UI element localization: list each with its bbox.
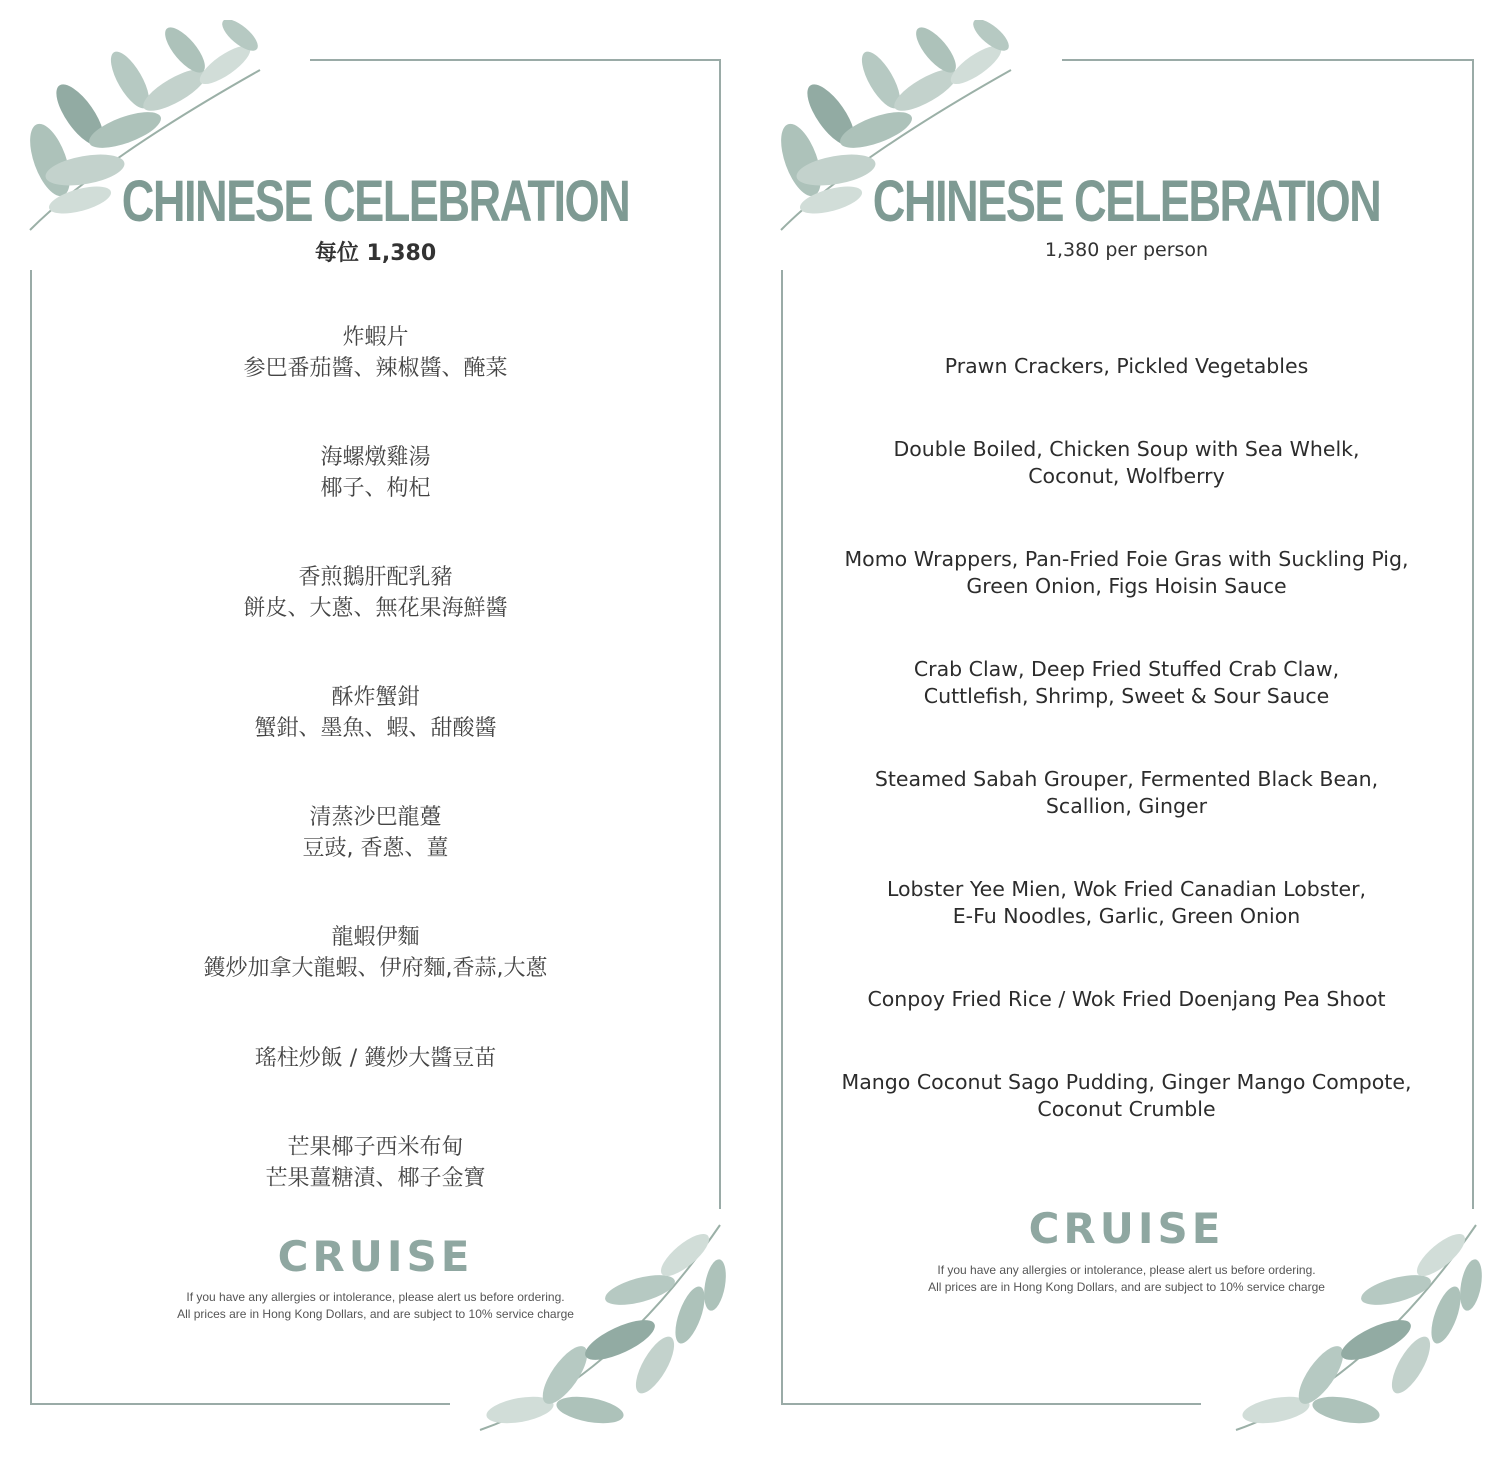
dish-description: Coconut Crumble — [1037, 1097, 1216, 1121]
dish-description: 参巴番茄醬、辣椒醬、醃菜 — [243, 356, 508, 381]
dish-name: 香煎鵝肝配乳豬 — [298, 565, 453, 590]
menu-title: CHINESE CELEBRATION — [121, 169, 630, 234]
menu-price: 每位 1,380 — [314, 241, 437, 266]
menu-title: CHINESE CELEBRATION — [872, 169, 1381, 234]
service-charge-note: All prices are in Hong Kong Dollars, and are subject to 10% service charge — [928, 1280, 1325, 1294]
dish-name: Lobster Yee Mien, Wok Fried Canadian Lobster, — [886, 877, 1367, 901]
frame-bottom-line — [781, 1403, 1201, 1405]
dish-item — [0, 562, 751, 624]
footer-notes — [0, 1289, 751, 1323]
dish-name: Double Boiled, Chicken Soup with Sea Whelk, — [893, 437, 1360, 461]
frame-right-line — [719, 59, 721, 1209]
dish-description: 蟹鉗、墨魚、蝦、甜酸醬 — [254, 716, 497, 741]
dish-item — [751, 353, 1502, 380]
dish-name: 海螺燉雞湯 — [320, 445, 431, 470]
menu-english — [751, 0, 1502, 1467]
dish-name: Momo Wrappers, Pan-Fried Foie Gras with Suckling Pig, — [844, 547, 1409, 571]
dish-name: Steamed Sabah Grouper, Fermented Black Bean, — [874, 767, 1379, 791]
dish-description: 芒果薑糖漬、椰子金寶 — [265, 1166, 486, 1191]
dish-item — [0, 322, 751, 384]
dish-item — [751, 876, 1502, 930]
dish-item — [751, 986, 1502, 1013]
footer-notes — [751, 1262, 1502, 1296]
frame-top-line — [310, 59, 721, 61]
dish-description: 椰子、枸杞 — [320, 476, 431, 501]
dish-item — [751, 656, 1502, 710]
dish-description: E-Fu Noodles, Garlic, Green Onion — [952, 904, 1301, 928]
frame-right-line — [1472, 59, 1474, 1209]
frame-bottom-line — [30, 1403, 450, 1405]
dish-description: Green Onion, Figs Hoisin Sauce — [966, 574, 1287, 598]
dish-item — [751, 766, 1502, 820]
frame-top-line — [1062, 59, 1474, 61]
cruise-logo: CRUISE — [1028, 1204, 1225, 1253]
dish-item — [751, 436, 1502, 490]
dish-name: 清蒸沙巴龍躉 — [309, 805, 442, 830]
dish-description: 鑊炒加拿大龍蝦、伊府麵,香蒜,大蔥 — [203, 956, 548, 981]
dish-item — [751, 1069, 1502, 1123]
dish-item — [0, 922, 751, 984]
dish-description: 餅皮、大蔥、無花果海鮮醬 — [243, 596, 508, 621]
dish-item — [0, 1132, 751, 1194]
allergy-note: If you have any allergies or intolerance, please alert us before ordering. — [937, 1263, 1316, 1277]
dish-item — [0, 1043, 751, 1074]
dish-name: Mango Coconut Sago Pudding, Ginger Mango Compote, — [841, 1070, 1412, 1094]
dish-description: Scallion, Ginger — [1045, 794, 1208, 818]
dish-item — [0, 802, 751, 864]
dish-name: 瑤柱炒飯 / 鑊炒大醬豆苗 — [254, 1046, 497, 1071]
dish-name: 酥炸蟹鉗 — [331, 685, 420, 710]
dish-description: Cuttlefish, Shrimp, Sweet & Sour Sauce — [923, 684, 1330, 708]
dish-item — [0, 682, 751, 744]
dish-description: Coconut, Wolfberry — [1028, 464, 1225, 488]
dish-name: 芒果椰子西米布甸 — [287, 1135, 464, 1160]
dish-item — [751, 546, 1502, 600]
dish-name: Crab Claw, Deep Fried Stuffed Crab Claw, — [913, 657, 1340, 681]
allergy-note: If you have any allergies or intolerance, please alert us before ordering. — [186, 1290, 565, 1304]
menu-price: 1,380 per person — [1044, 239, 1209, 261]
dish-item — [0, 442, 751, 504]
dish-description: 豆豉, 香蔥、薑 — [302, 836, 449, 861]
service-charge-note: All prices are in Hong Kong Dollars, and are subject to 10% service charge — [177, 1307, 574, 1321]
dish-name: 炸蝦片 — [342, 325, 409, 350]
cruise-logo: CRUISE — [277, 1232, 474, 1281]
dish-name: 龍蝦伊麵 — [331, 925, 420, 950]
dish-name: Prawn Crackers, Pickled Vegetables — [944, 354, 1309, 378]
dish-name: Conpoy Fried Rice / Wok Fried Doenjang Pea Shoot — [867, 987, 1386, 1011]
